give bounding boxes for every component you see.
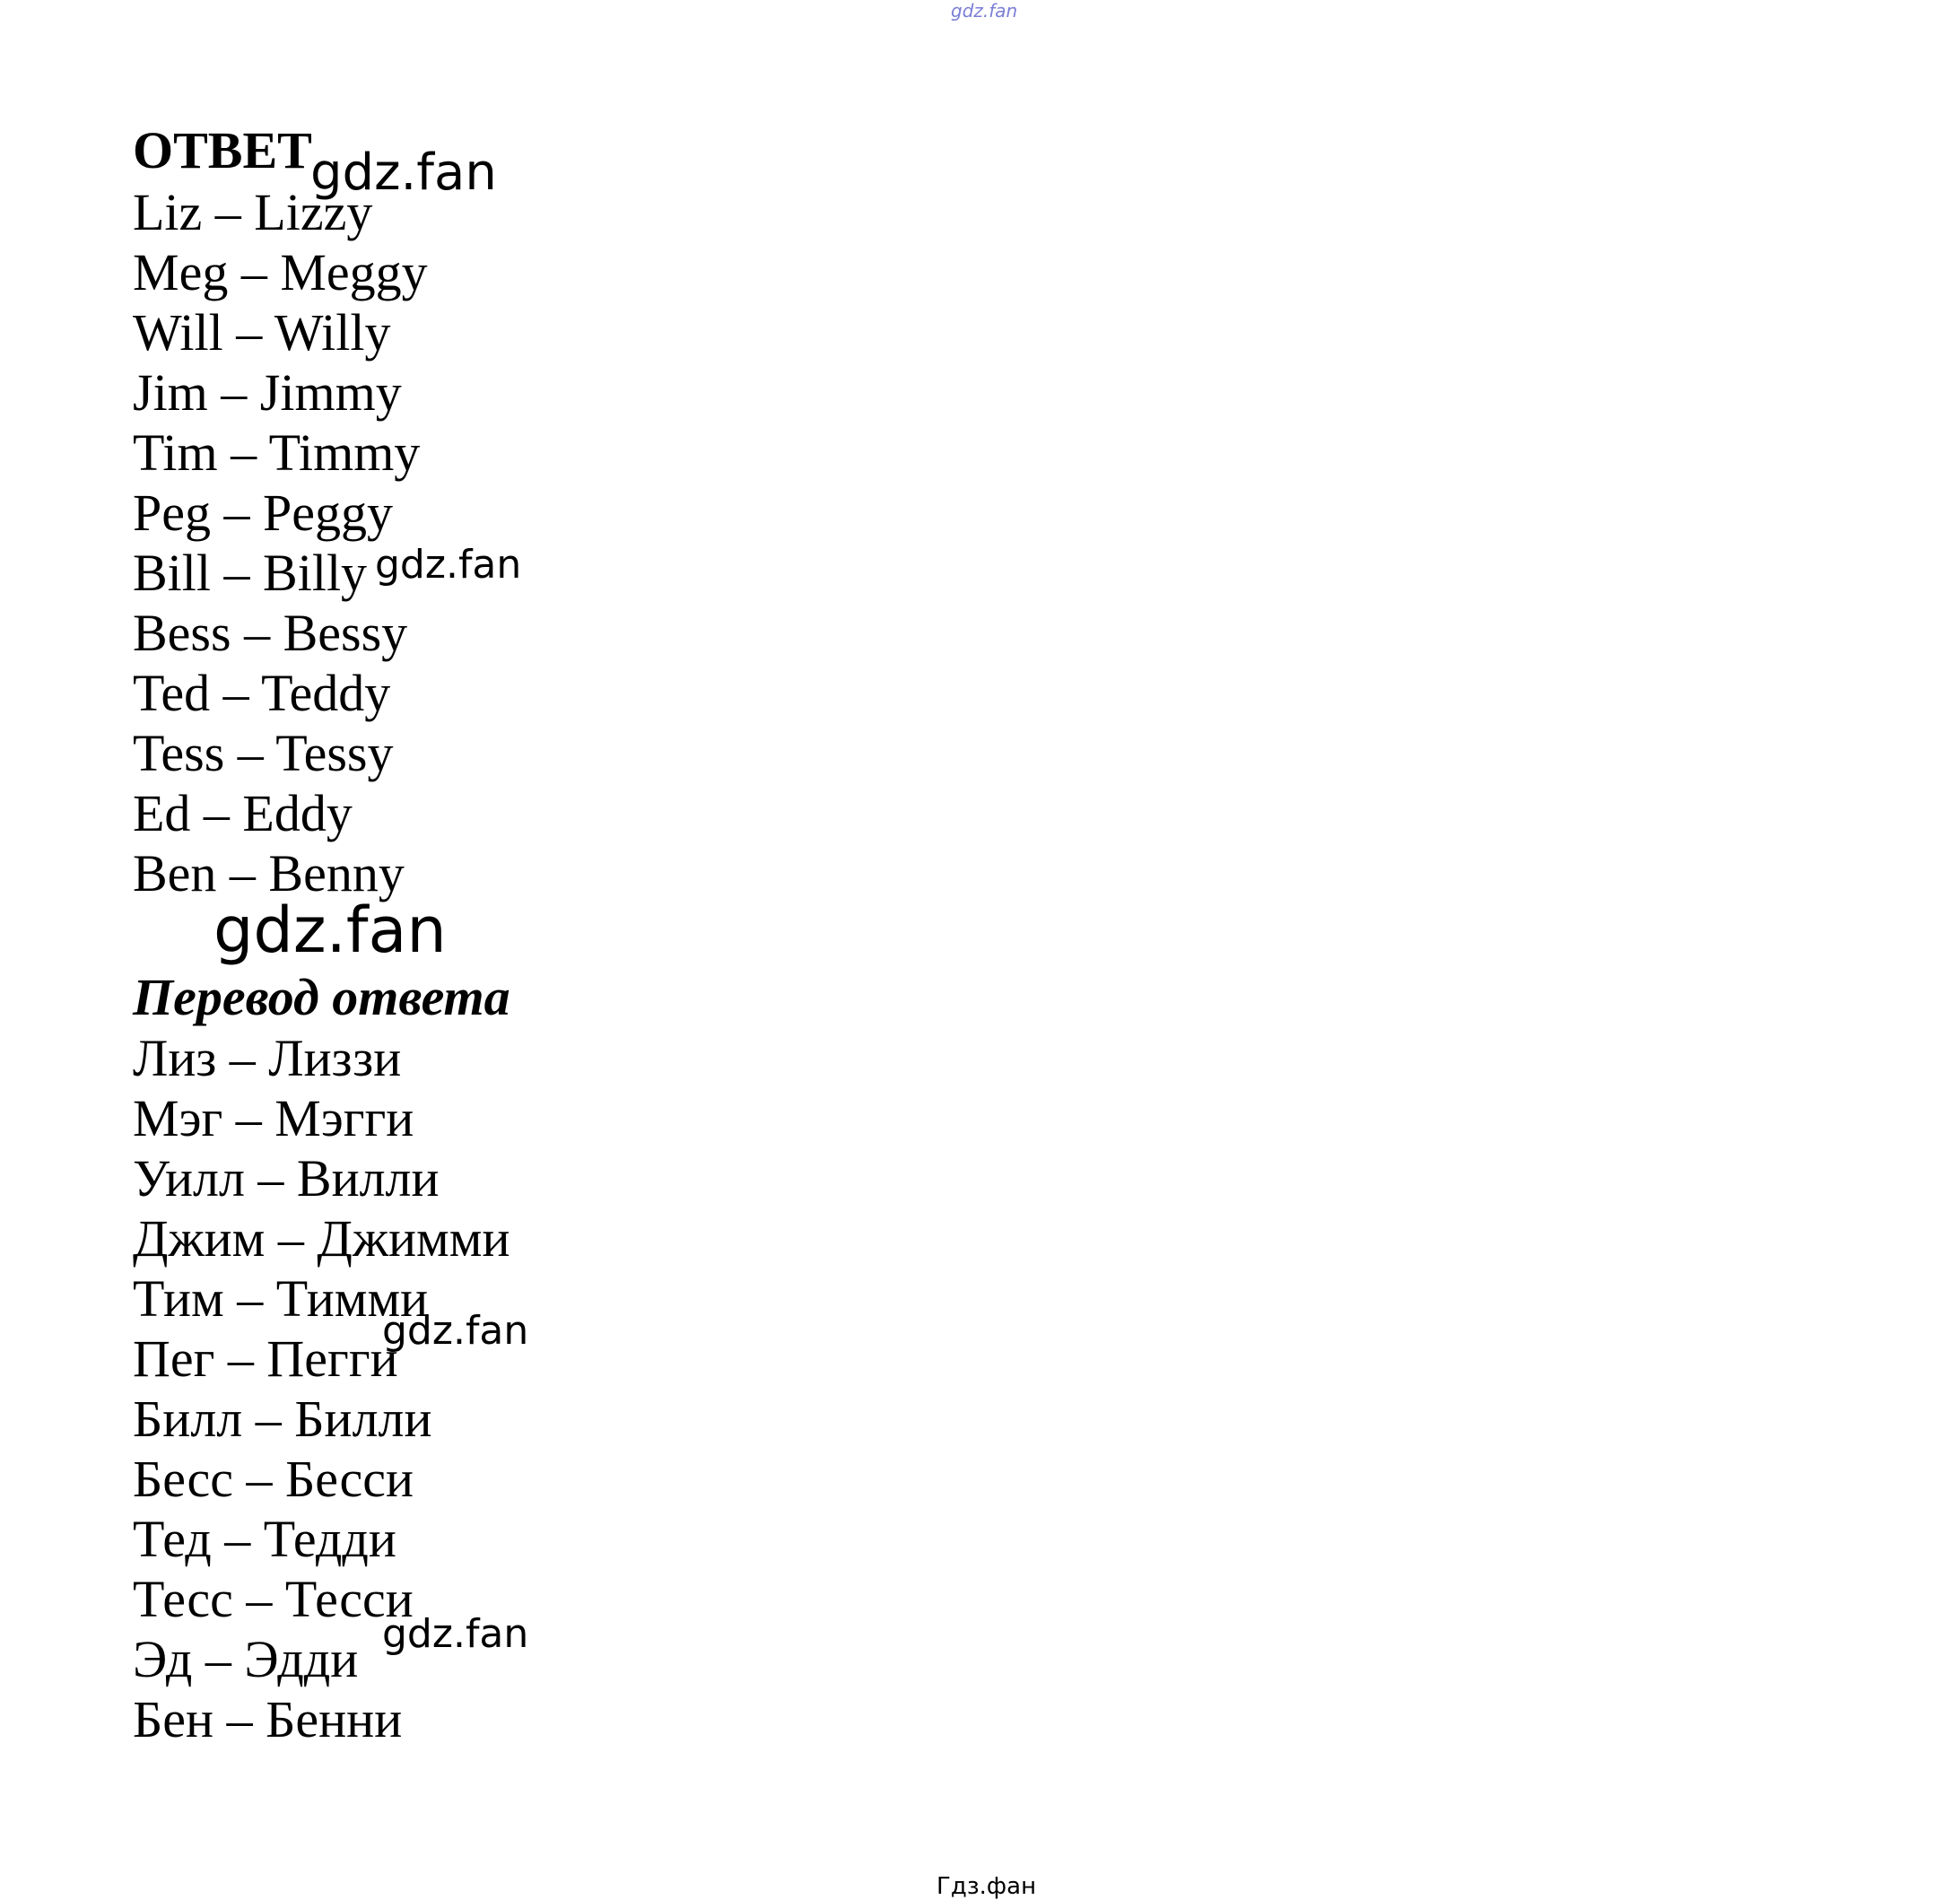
translation-item: Билл – Билли: [133, 1390, 432, 1448]
translation-item: Тим – Тимми: [133, 1269, 429, 1328]
answer-item: Will – Willy: [133, 303, 391, 362]
watermark: gdz.fan: [382, 1308, 529, 1354]
header-watermark: gdz.fan: [951, 0, 1018, 22]
translation-item: Тед – Тедди: [133, 1510, 396, 1568]
answer-item: Ben – Benny: [133, 844, 405, 902]
answer-item: Ed – Eddy: [133, 784, 353, 842]
answer-item: Liz – Lizzy: [133, 183, 373, 241]
answer-item: Tess – Tessy: [133, 724, 394, 782]
translation-item: Уилл – Вилли: [133, 1149, 440, 1207]
watermark: gdz.fan: [375, 542, 522, 588]
watermark: gdz.fan: [382, 1611, 529, 1657]
translation-item: Мэг – Мэгги: [133, 1089, 414, 1147]
answer-heading: ОТВЕТ: [133, 121, 312, 179]
translation-item: Тесс – Тесси: [133, 1570, 414, 1628]
answer-item: Peg – Peggy: [133, 484, 393, 542]
watermark: gdz.fan: [310, 144, 497, 202]
watermark: gdz.fan: [213, 893, 447, 967]
translation-item: Бесс – Бесси: [133, 1450, 414, 1508]
translation-item: Бен – Бенни: [133, 1690, 403, 1748]
translation-item: Пег – Пегги: [133, 1329, 398, 1388]
translation-item: Эд – Эдди: [133, 1630, 359, 1688]
answer-item: Jim – Jimmy: [133, 363, 402, 422]
answer-item: Bill – Billy: [133, 544, 368, 602]
translation-item: Лиз – Лиззи: [133, 1029, 402, 1087]
answer-item: Bess – Bessy: [133, 604, 408, 662]
translation-item: Джим – Джимми: [133, 1209, 510, 1268]
answer-item: Ted – Teddy: [133, 664, 391, 722]
answer-item: Tim – Timmy: [133, 423, 421, 482]
translation-heading: Перевод ответа: [133, 968, 510, 1026]
answer-item: Meg – Meggy: [133, 243, 428, 301]
footer-watermark: Гдз.фан: [936, 1873, 1037, 1900]
